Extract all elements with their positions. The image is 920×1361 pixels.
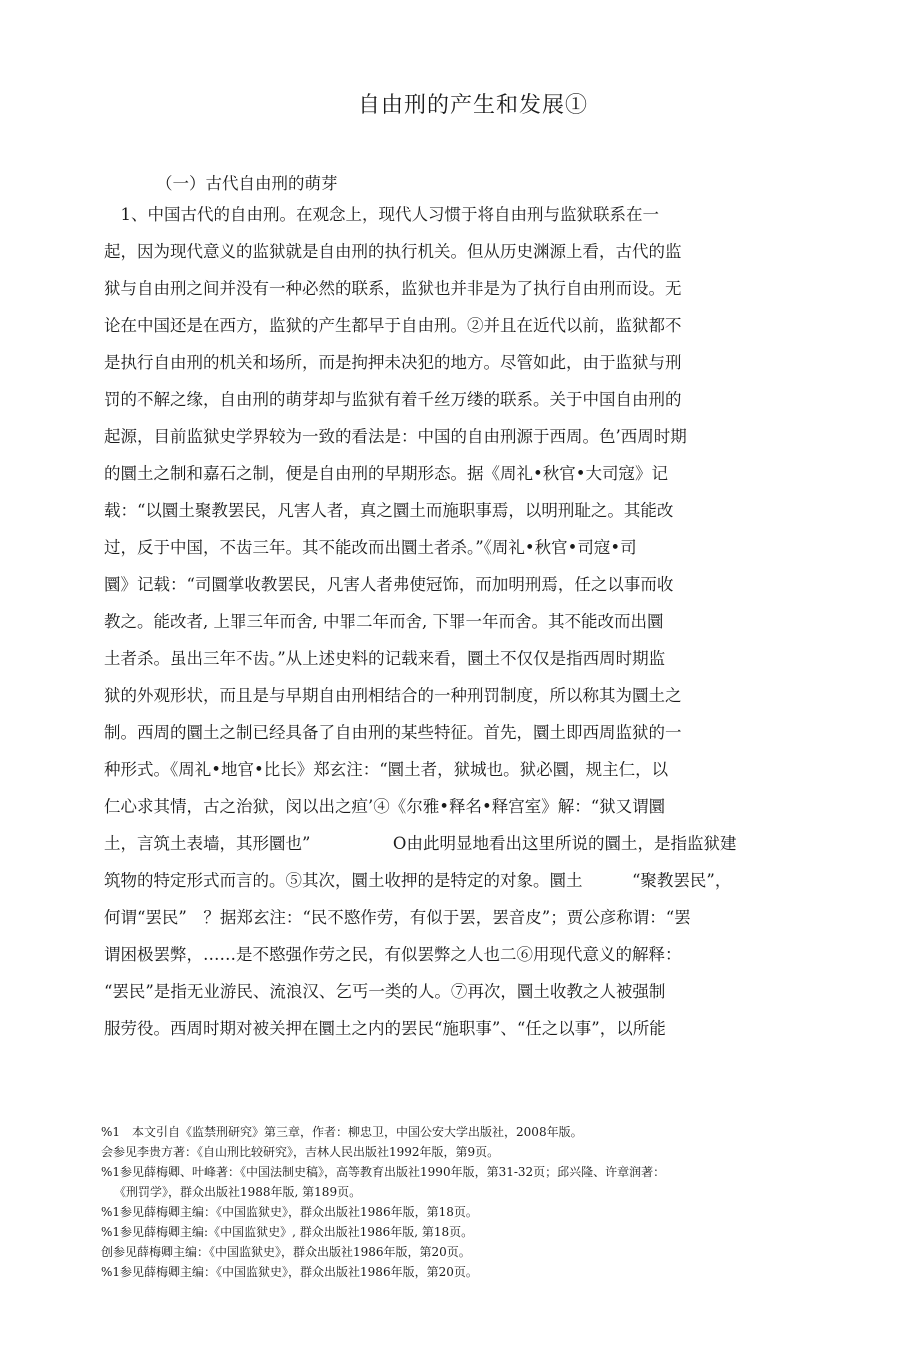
body-line: 教之。能改者, 上罪三年而舍, 中罪二年而舍, 下罪一年而舍。其不能改而出圜: [104, 612, 664, 631]
footnote: %1 本文引自《监禁刑研究》第三章，作者：柳忠卫，中国公安大学出版社，2008年版。: [101, 1125, 583, 1139]
body-line: 1、中国古代的自由刑。在观念上，现代人习惯于将自由刑与监狱联系在一: [104, 205, 659, 224]
footnote: 创参见薛梅卿主编：《中国监狱史》，群众出版社1986年版，第20页。: [101, 1245, 471, 1259]
body-line: 过，反于中国，不齿三年。其不能改而出圜土者杀。”《周礼•秋官•司寇•司: [104, 538, 637, 557]
body-line: 筑物的特定形式而言的。⑤其次，圜土收押的是特定的对象。圜土 “聚教罢民”，: [104, 871, 732, 890]
body-line: “罢民”是指无业游民、流浪汉、乞丐一类的人。⑦再次，圜土收教之人被强制: [104, 982, 666, 1001]
footnote: %1参见薛梅卿、叶峰著：《中国法制史稿》，高等教育出版社1990年版，第31-32页；邱兴隆、许章润著：: [101, 1165, 666, 1179]
body-line: 土，言筑土表墙，其形圜也” O由此明显地看出这里所说的圜土，是指监狱建: [104, 834, 737, 853]
body-line: 种形式。《周礼•地官•比长》郑玄注：“圜土者，狱城也。狱必圜，规主仁，以: [104, 760, 669, 779]
footnote: %1参见薛梅卿主编:《中国监狱史》, 群众出版社1986年版, 第18页。: [101, 1225, 474, 1239]
body-line: 服劳役。西周时期对被关押在圜土之内的罢民“施职事”、“任之以事”，以所能: [104, 1019, 666, 1038]
body-line: 起，因为现代意义的监狱就是自由刑的执行机关。但从历史渊源上看，古代的监: [104, 242, 682, 261]
body-line: 罚的不解之缘，自由刑的萌芽却与监狱有着千丝万缕的联系。关于中国自由刑的: [104, 390, 682, 409]
footnote: 会参见李贵方著：《自山刑比较研究》，吉林人民出版社1992年版，第9页。: [101, 1145, 500, 1159]
body-line: 圜》记载：“司圜掌收教罢民，凡害人者弗使冠饰，而加明刑焉，任之以事而收: [104, 575, 674, 594]
body-line: 制。西周的圜土之制已经具备了自由刑的某些特征。首先，圜土即西周监狱的一: [104, 723, 682, 742]
body-line: 土者杀。虽出三年不齿。”从上述史料的记载来看，圜土不仅仅是指西周时期监: [104, 649, 666, 668]
body-line: 谓困极罢弊，……是不愍强作劳之民，有似罢弊之人也二⑥用现代意义的解释：: [104, 945, 682, 964]
footnote: %1参见薛梅卿主编：《中国监狱史》，群众出版社1986年版，第18页。: [101, 1205, 478, 1219]
body-line: 是执行自由刑的机关和场所，而是拘押未决犯的地方。尽管如此，由于监狱与刑: [104, 353, 682, 372]
page-title: 自由刑的产生和发展①: [358, 93, 589, 118]
body-line: 何谓“罢民” ？据郑玄注：“民不愍作劳，有似于罢，罢音皮”；贾公彦称谓：“罢: [104, 908, 691, 927]
body-line: 载：“以圜土聚教罢民，凡害人者，真之圜土而施职事焉，以明刑耻之。其能改: [104, 501, 674, 520]
body-line: 仁心求其情，古之治狱，闵以出之疸’④《尔雅•释名•释宫室》解：“狱又谓圜: [104, 797, 666, 816]
body-line: 论在中国还是在西方，监狱的产生都早于自由刑。②并且在近代以前，监狱都不: [104, 316, 682, 335]
section-heading: （一）古代自由刑的萌芽: [156, 174, 338, 193]
body-line: 狱与自由刑之间并没有一种必然的联系，监狱也并非是为了执行自由刑而设。无: [104, 279, 682, 298]
footnote: %1参见薛梅卿主编：《中国监狱史》，群众出版社1986年版，第20页。: [101, 1265, 478, 1279]
body-line: 起源，目前监狱史学界较为一致的看法是：中国的自由刑源于西周。色’西周时期: [104, 427, 687, 446]
body-line: 狱的外观形状，而且是与早期自由刑相结合的一种刑罚制度，所以称其为圜土之: [104, 686, 682, 705]
body-line: 的圜土之制和嘉石之制，便是自由刑的早期形态。据《周礼•秋官•大司寇》记: [104, 464, 668, 483]
footnote: 《刑罚学》，群众出版社1988年版, 第189页。: [114, 1185, 362, 1199]
